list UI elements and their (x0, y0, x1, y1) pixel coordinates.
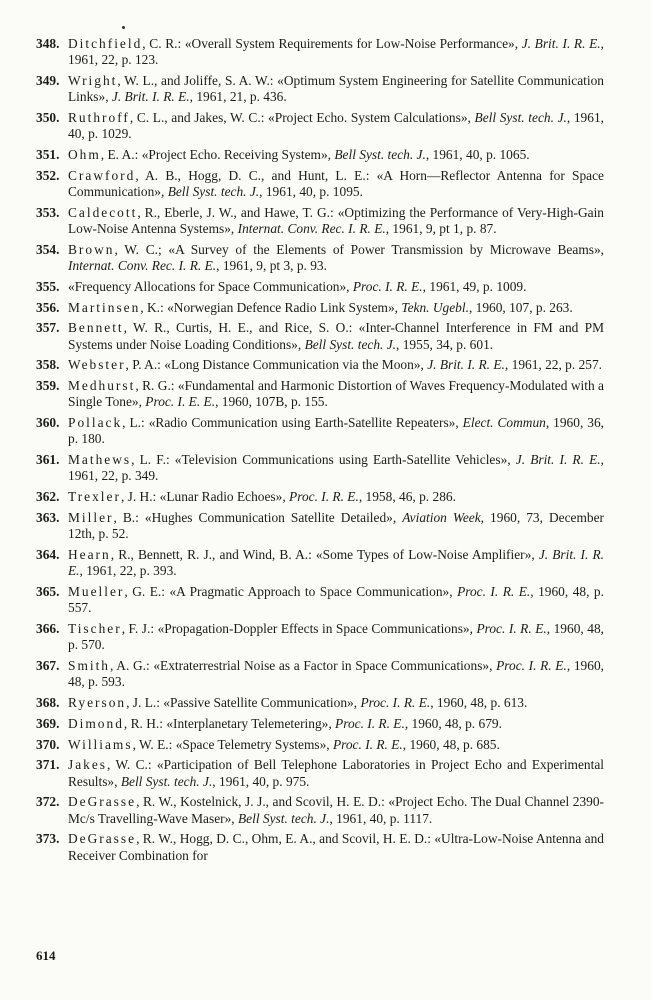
reference-entry (36, 168, 604, 200)
reference-journal: Proc. I. R. E. (457, 583, 531, 599)
reference-entry (36, 242, 604, 274)
reference-author: Brown (68, 241, 115, 257)
reference-number: 351. (36, 147, 60, 162)
reference-journal: Proc. I. R. E. (360, 694, 431, 710)
reference-entry (36, 716, 604, 732)
reference-author: Bennett (68, 320, 124, 336)
reference-text: , G. E.: «A Pragmatic Approach to Space Communication», (124, 583, 458, 599)
reference-number: 355. (36, 278, 60, 294)
reference-number: 364. (36, 546, 60, 562)
reference-number: 366. (36, 620, 60, 636)
reference-author: Ohm (68, 147, 101, 162)
reference-number: 368. (36, 694, 60, 710)
reference-number: 349. (36, 73, 60, 88)
reference-journal: Bell Syst. tech. J. (334, 147, 426, 162)
reference-details: , 1958, 46, p. 286. (358, 489, 456, 505)
reference-author: Ditchfield (68, 36, 143, 51)
reference-entry (36, 621, 604, 653)
reference-number: 353. (36, 204, 60, 220)
reference-journal: J. Brit. I. R. E. (68, 546, 604, 579)
reference-author: Crawford (68, 167, 136, 183)
reference-number: 354. (36, 241, 60, 257)
reference-text: , R. H.: «Interplanetary Telemetering», (123, 715, 336, 731)
reference-details: , 1955, 34, p. 601. (396, 336, 494, 352)
reference-details: , 1960, 107, p. 263. (468, 299, 573, 315)
reference-text: , F. J.: «Propagation-Doppler Effects in Space Communications», (121, 620, 477, 636)
reference-number: 363. (36, 509, 60, 525)
reference-details: , 1961, 40, p. 1117. (329, 810, 433, 826)
ink-speck (122, 26, 125, 29)
reference-text: , R. W., Kostelnick, J. J., and Scovil, H. E. D.: «Project Echo. The Dual Channel 2390-Mc/s Travelling-Wave Maser», (68, 794, 604, 826)
reference-journal: J. Brit. I. R. E. (111, 89, 190, 105)
reference-entry (36, 547, 604, 579)
reference-details: , 1961, 40, p. 1095. (259, 184, 363, 199)
reference-details: , 1960, 48, p. 679. (404, 715, 502, 731)
reference-author: Hearn (68, 546, 111, 562)
reference-number: 360. (36, 415, 60, 431)
reference-journal: Proc. I. R. E. (352, 278, 423, 294)
reference-entry (36, 300, 604, 316)
reference-details: , 1960, 48, p. 685. (402, 736, 500, 752)
reference-entry (36, 794, 604, 826)
reference-author: Medhurst (68, 378, 136, 394)
reference-text: «Frequency Allocations for Space Communication», (68, 278, 353, 294)
reference-journal: J. Brit. I. R. E. (427, 357, 505, 373)
reference-author: Martinsen (68, 299, 141, 315)
reference-text: , C. L., and Jakes, W. C.: «Project Echo. System Calculations», (129, 110, 475, 125)
reference-text: , L.: «Radio Communication using Earth-Satellite Repeaters», (122, 415, 463, 431)
reference-journal: Bell Syst. tech. J. (474, 110, 567, 125)
reference-text: , R., Eberle, J. W., and Hawe, T. G.: «Optimizing the Performance of Very-High-Gain Low-Noise Antenna Systems», (68, 204, 604, 236)
reference-entry (36, 658, 604, 690)
reference-journal: Proc. I. R. E. (332, 736, 403, 752)
reference-entry (36, 415, 604, 447)
reference-details: , 1960, 48, p. 570. (68, 620, 604, 653)
reference-journal: Bell Syst. tech. J. (120, 773, 213, 789)
reference-number: 358. (36, 357, 60, 373)
reference-entry (36, 357, 604, 373)
reference-text: , R., Bennett, R. J., and Wind, B. A.: «Some Types of Low-Noise Amplifier», (110, 546, 539, 562)
reference-author: DeGrasse (68, 794, 137, 810)
reference-text: , A. B., Hogg, D. C., and Hunt, L. E.: «A Horn—Reflector Antenna for Space Communication», (68, 167, 604, 199)
reference-text: , B.: «Hughes Communication Satellite Detailed», (113, 509, 403, 525)
reference-entry (36, 36, 604, 68)
reference-journal: Proc. I. E. E. (145, 394, 216, 410)
reference-number: 352. (36, 167, 60, 183)
reference-journal: Tekn. Ugebl. (401, 299, 469, 315)
reference-details: , 1961, 40, p. 1029. (68, 110, 604, 142)
reference-details: , 1961, 9, pt 1, p. 87. (385, 221, 497, 236)
reference-author: Smith (68, 657, 110, 673)
reference-entry (36, 147, 604, 163)
reference-number: 367. (36, 657, 60, 673)
reference-entry (36, 73, 604, 105)
reference-number: 365. (36, 583, 60, 599)
reference-journal: Bell Syst. tech. J. (167, 184, 260, 199)
reference-journal: Proc. I. R. E. (289, 489, 359, 505)
reference-journal: Proc. I. R. E. (335, 715, 405, 731)
reference-details: , 1961, 49, p. 1009. (422, 278, 527, 294)
reference-number: 362. (36, 489, 60, 505)
reference-number: 369. (36, 715, 60, 731)
reference-text: , P. A.: «Long Distance Communication via the Moon», (125, 357, 428, 373)
reference-list (36, 36, 604, 868)
reference-text: , C. R.: «Overall System Requirements for Low-Noise Performance», (142, 36, 522, 51)
reference-entry (36, 378, 604, 410)
reference-entry (36, 695, 604, 711)
reference-journal: J. Brit. I. R. E. (521, 36, 601, 51)
reference-entry (36, 110, 604, 142)
reference-details: , 1960, 48, p. 557. (68, 583, 604, 616)
reference-text: , W. C.; «A Survey of the Elements of Power Transmission by Microwave Beams», (114, 241, 604, 257)
reference-author: Jakes (68, 757, 108, 773)
reference-author: Miller (68, 509, 114, 525)
reference-journal: Internat. Conv. Rec. I. R. E. (68, 258, 217, 273)
reference-details: , 1960, 73, December 12th, p. 52. (68, 509, 605, 542)
reference-text: , E. A.: «Project Echo. Receiving System», (100, 147, 335, 162)
reference-text: , W. C.: «Participation of Bell Telephone Laboratories in Project Echo and Experimental Results», (68, 757, 604, 789)
reference-number: 357. (36, 320, 60, 336)
reference-journal: Aviation Week (402, 509, 481, 525)
reference-entry (36, 205, 604, 237)
reference-entry (36, 320, 604, 352)
reference-details: , 1960, 107B, p. 155. (215, 394, 328, 410)
reference-entry (36, 452, 604, 484)
reference-details: , 1961, 9, pt 3, p. 93. (216, 258, 327, 273)
reference-details: , 1961, 22, p. 393. (79, 563, 177, 579)
reference-author: Pollack (68, 415, 123, 431)
reference-journal: Proc. I. R. E. (496, 657, 567, 673)
reference-author: Caldecott (68, 204, 138, 220)
reference-journal: Bell Syst. tech. J. (238, 810, 330, 826)
reference-details: , 1961, 21, p. 436. (189, 89, 287, 105)
reference-text: , R. G.: «Fundamental and Harmonic Distortion of Waves Frequency-Modulated with a Single Tone», (68, 378, 604, 410)
reference-text: , W. R., Curtis, H. E., and Rice, S. O.: «Inter-Channel Interference in FM and PM Systems under Noise Loading Conditions», (68, 320, 604, 352)
reference-number: 361. (36, 452, 60, 468)
reference-entry (36, 510, 604, 542)
reference-number: 348. (36, 36, 60, 51)
reference-journal: Elect. Commun (462, 415, 546, 431)
reference-text: , L. F.: «Television Communications using Earth-Satellite Vehicles», (131, 452, 516, 468)
reference-entry (36, 831, 604, 863)
reference-text: , W. E.: «Space Telemetry Systems», (132, 736, 333, 752)
reference-number: 371. (36, 757, 60, 773)
reference-entry (36, 737, 604, 753)
reference-author: Mathews (68, 452, 132, 468)
reference-details: , 1960, 48, p. 593. (68, 657, 604, 690)
reference-entry (36, 757, 604, 789)
reference-number: 373. (36, 831, 60, 847)
reference-author: Dimond (68, 715, 124, 731)
reference-details: , 1961, 40, p. 975. (212, 773, 310, 789)
reference-author: Ruthroff (68, 110, 130, 125)
reference-details: , 1961, 22, p. 349. (68, 452, 604, 484)
reference-author: Williams (68, 736, 133, 752)
reference-text: , J. H.: «Lunar Radio Echoes», (120, 489, 290, 505)
reference-entry (36, 489, 604, 505)
reference-number: 356. (36, 299, 60, 315)
reference-author: Wright (68, 73, 118, 88)
reference-details: , 1961, 22, p. 257. (504, 357, 603, 373)
reference-number: 350. (36, 110, 60, 125)
reference-author: Webster (68, 357, 126, 373)
reference-details: , 1961, 40, p. 1065. (425, 147, 530, 162)
reference-author: Mueller (68, 583, 125, 599)
reference-text: , W. L., and Joliffe, S. A. W.: «Optimum System Engineering for Satellite Communication Links», (68, 73, 604, 105)
reference-author: Trexler (68, 489, 121, 505)
reference-entry (36, 584, 604, 616)
reference-journal: Internat. Conv. Rec. I. R. E. (237, 221, 386, 236)
reference-journal: J. Brit. I. R. E. (515, 452, 601, 468)
reference-details: , 1961, 22, p. 123. (68, 36, 604, 68)
reference-author: Tischer (68, 620, 122, 636)
reference-text: , J. L.: «Passive Satellite Communication», (126, 694, 361, 710)
reference-author: DeGrasse (68, 831, 137, 847)
reference-details: , 1960, 36, p. 180. (68, 415, 605, 447)
reference-number: 359. (36, 378, 60, 394)
reference-entry (36, 279, 604, 295)
reference-journal: Bell Syst. tech. J. (304, 336, 397, 352)
reference-author: Ryerson (68, 694, 127, 710)
reference-text: , A. G.: «Extraterrestrial Noise as a Factor in Space Communications», (110, 657, 497, 673)
reference-number: 370. (36, 736, 60, 752)
reference-number: 372. (36, 794, 60, 810)
reference-journal: Proc. I. R. E. (476, 620, 547, 636)
reference-details: , 1960, 48, p. 613. (430, 694, 528, 710)
page-number: 614 (36, 948, 56, 963)
reference-text: , K.: «Norwegian Defence Radio Link System», (140, 299, 402, 315)
reference-text: , R. W., Hogg, D. C., Ohm, E. A., and Scovil, H. E. D.: «Ultra-Low-Noise Antenna and Receiver Combination for (68, 831, 604, 863)
